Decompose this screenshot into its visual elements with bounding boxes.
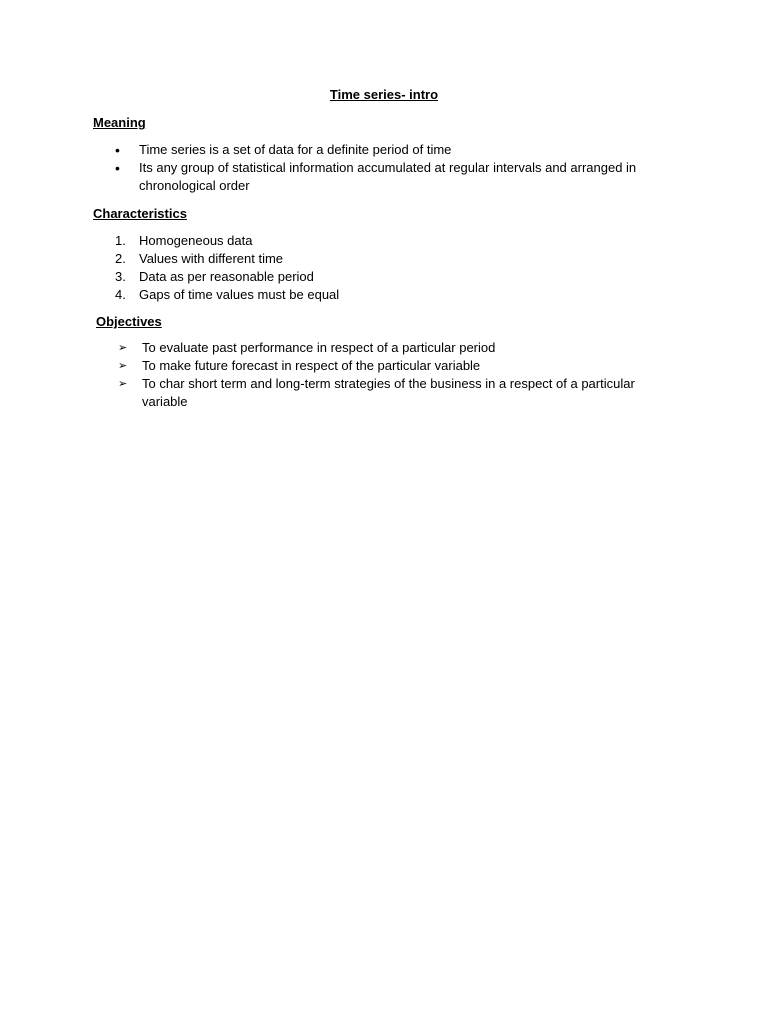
section-heading-objectives: Objectives bbox=[96, 314, 162, 329]
section-heading-meaning: Meaning bbox=[93, 115, 146, 130]
list-number: 4. bbox=[115, 287, 126, 302]
list-item-text: Time series is a set of data for a definite period of time bbox=[139, 142, 452, 157]
list-item-text: Its any group of statistical information accumulated at regular intervals and arranged in chronological order bbox=[139, 160, 637, 193]
list-number: 1. bbox=[115, 233, 126, 248]
list-number: 2. bbox=[115, 251, 126, 266]
list-item bbox=[118, 357, 652, 375]
list-item bbox=[115, 232, 659, 250]
list-item-text: Values with different time bbox=[139, 251, 284, 266]
objectives-arrow-list bbox=[118, 339, 652, 411]
page-title: Time series- intro bbox=[329, 87, 439, 102]
list-item-text: To char short term and long-term strategies of the business in a respect of a particular variable bbox=[142, 376, 635, 409]
list-item bbox=[115, 159, 659, 195]
list-item-text: Homogeneous data bbox=[139, 233, 253, 248]
list-item bbox=[115, 250, 659, 268]
list-item-text: Gaps of time values must be equal bbox=[139, 287, 340, 302]
list-item-text: To make future forecast in respect of the particular variable bbox=[142, 358, 481, 373]
bullet-icon: • bbox=[115, 160, 120, 176]
list-item bbox=[115, 286, 659, 304]
list-item bbox=[115, 141, 659, 159]
list-item bbox=[118, 375, 652, 411]
list-item-text: Data as per reasonable period bbox=[139, 269, 314, 284]
list-item-text: To evaluate past performance in respect of a particular period bbox=[142, 340, 496, 355]
meaning-bullet-list bbox=[115, 141, 659, 195]
section-heading-characteristics: Characteristics bbox=[93, 206, 187, 221]
list-number: 3. bbox=[115, 269, 126, 284]
list-item bbox=[115, 268, 659, 286]
arrow-bullet-icon: ➢ bbox=[118, 378, 128, 390]
bullet-icon: • bbox=[115, 142, 120, 158]
arrow-bullet-icon: ➢ bbox=[118, 342, 128, 354]
list-item bbox=[118, 339, 652, 357]
characteristics-numbered-list bbox=[115, 232, 659, 304]
arrow-bullet-icon: ➢ bbox=[118, 360, 128, 372]
